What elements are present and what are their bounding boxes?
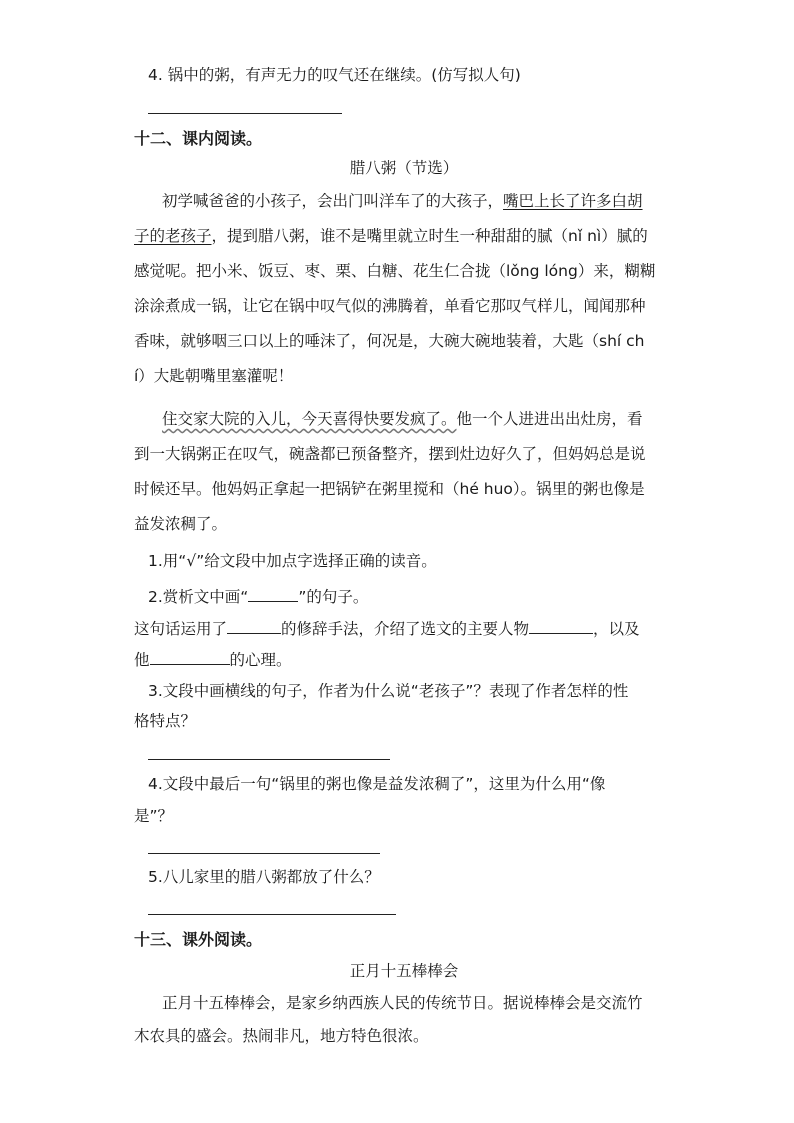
passage-line xyxy=(162,408,702,430)
question-5: 5.八儿家里的腊八粥都放了什么？ xyxy=(148,868,380,886)
question-3: 格特点？ xyxy=(134,712,197,730)
passage-title: 正月十五棒棒会 xyxy=(349,962,459,980)
answer-line[interactable] xyxy=(148,113,342,114)
passage-title: 腊八粥（节选） xyxy=(349,159,459,177)
passage-text: 初学喊爸爸的小孩子，会出门叫洋车了的大孩子， xyxy=(162,192,504,210)
passage-line: 正月十五棒棒会，是家乡纳西族人民的传统节日。据说棒棒会是交流竹 xyxy=(162,994,643,1012)
answer-blank[interactable] xyxy=(227,617,281,634)
wavy-underlined-sentence: 住交家大院的入儿，今天喜得快要发疯了。 xyxy=(162,410,457,428)
answer-line[interactable] xyxy=(148,759,390,760)
fill-text: 他 xyxy=(134,651,150,669)
question-text: ”的句子。 xyxy=(298,588,369,606)
passage-line: 木农具的盛会。热闹非凡，地方特色很浓。 xyxy=(134,1027,429,1045)
question-text: 2.赏析文中画“ xyxy=(148,588,249,606)
fill-text: ，以及 xyxy=(593,620,640,638)
section-13-heading: 十三、课外阅读。 xyxy=(134,930,263,949)
passage-line: 涂涂煮成一锅，让它在锅中叹气似的沸腾着，单看它那叹气样儿，闻闻那种 xyxy=(134,297,646,315)
underlined-sentence: 嘴巴上长了许多白胡 xyxy=(503,192,643,210)
fill-text: 的心理。 xyxy=(229,651,292,669)
question-1: 1.用“√”给文段中加点字选择正确的读音。 xyxy=(148,552,437,570)
answer-line[interactable] xyxy=(148,914,396,915)
answer-line[interactable] xyxy=(148,853,380,854)
passage-line: 感觉呢。把小米、饭豆、枣、栗、白糖、花生仁合拢（lǒng lóng）来，糊糊 xyxy=(134,262,656,280)
passage-line: 时候还早。他妈妈正拿起一把锅铲在粥里搅和（hé huo）。锅里的粥也像是 xyxy=(134,480,645,498)
question-3: 3.文段中画横线的句子，作者为什么说“老孩子”？表现了作者怎样的性 xyxy=(148,682,629,700)
fill-text: 的修辞手法，介绍了选文的主要人物 xyxy=(281,620,530,638)
passage-line: 香味，就够咽三口以上的唾沫了，何况是，大碗大碗地装着，大匙（shí ch xyxy=(134,332,645,350)
passage-line: í）大匙朝嘴里塞灌呢！ xyxy=(134,367,294,385)
question-2-fill xyxy=(134,648,674,671)
answer-blank[interactable] xyxy=(529,617,593,634)
question-4: 是”？ xyxy=(134,807,174,825)
question-4-rewrite: 4. 锅中的粥，有声无力的叹气还在继续。(仿写拟人句) xyxy=(148,66,521,84)
passage-line xyxy=(162,190,702,212)
passage-text: 他一个人进进出出灶房，看 xyxy=(456,410,643,428)
wavy-line-sample xyxy=(248,585,298,602)
question-2-fill xyxy=(134,617,674,640)
passage-text: ，提到腊八粥，谁不是嘴里就立时生一种甜甜的腻（nǐ nì）腻的 xyxy=(211,227,648,245)
section-12-heading: 十二、课内阅读。 xyxy=(134,129,263,148)
question-2 xyxy=(148,585,688,608)
answer-blank[interactable] xyxy=(150,648,230,665)
underlined-sentence: 子的老孩子 xyxy=(134,227,212,245)
passage-line: 益发浓稠了。 xyxy=(134,515,228,533)
fill-text: 这句话运用了 xyxy=(134,620,228,638)
question-4: 4.文段中最后一句“锅里的粥也像是益发浓稠了”，这里为什么用“像 xyxy=(148,775,606,793)
passage-line: 到一大锅粥正在叹气，碗盏都已预备整齐，摆到灶边好久了，但妈妈总是说 xyxy=(134,445,646,463)
passage-line xyxy=(134,225,674,247)
